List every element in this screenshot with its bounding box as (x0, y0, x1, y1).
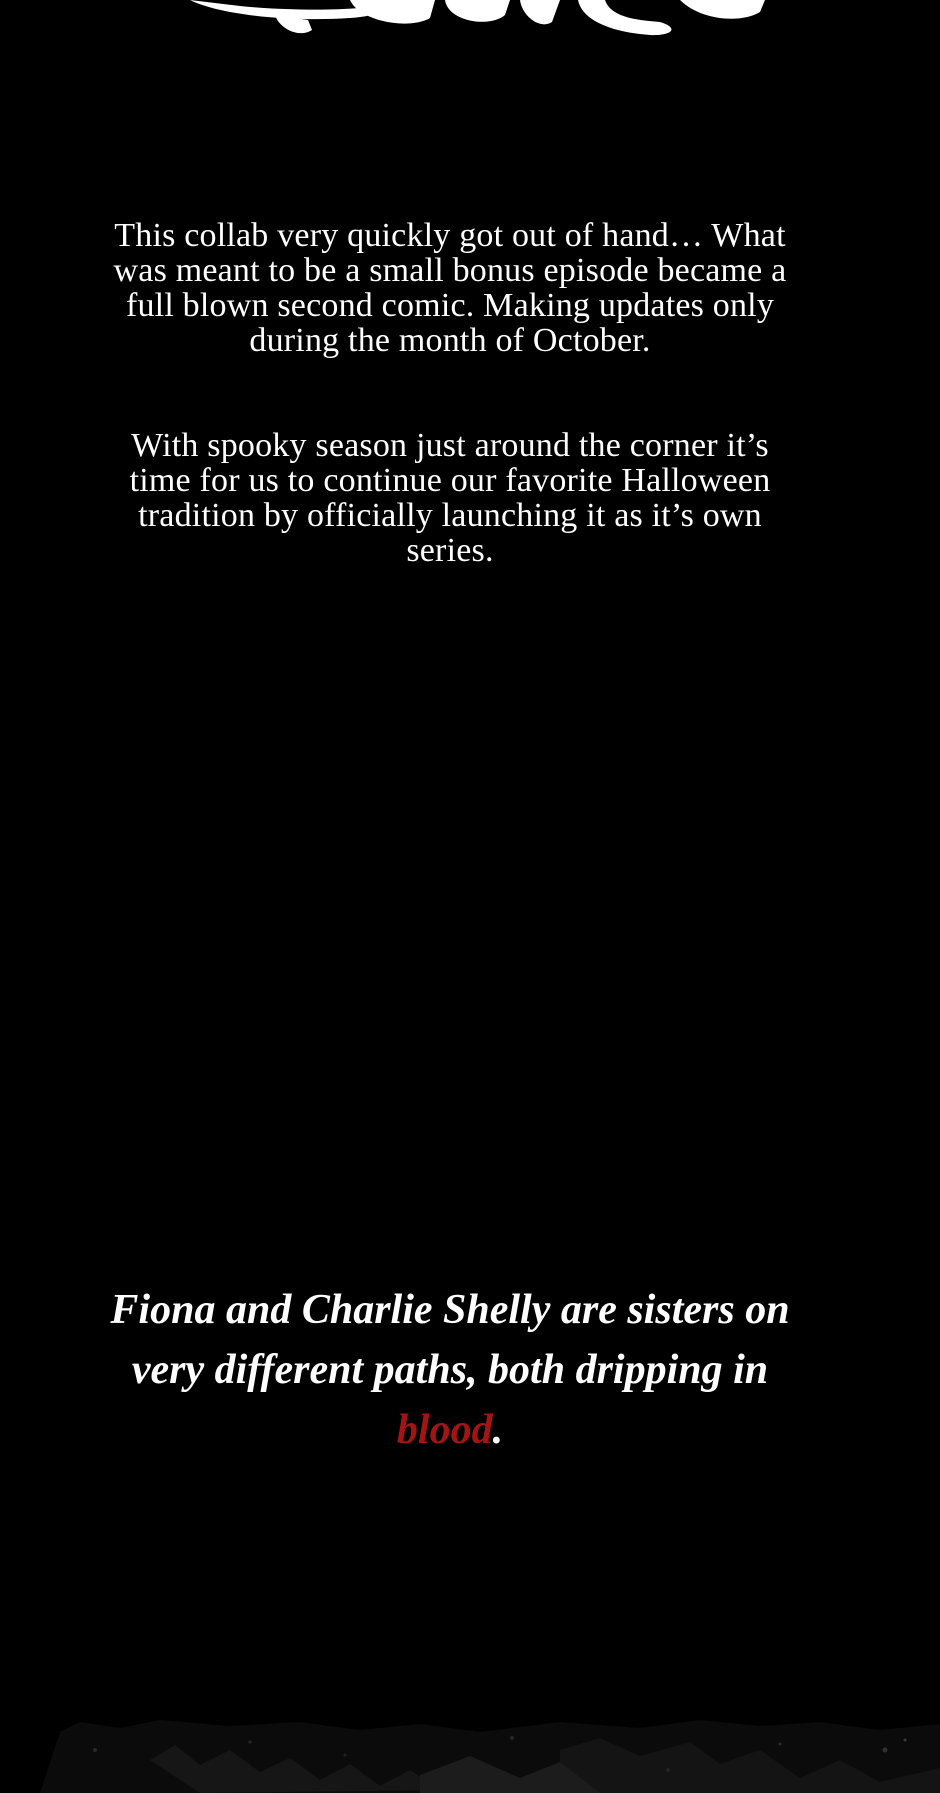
bottom-artwork (0, 1720, 940, 1793)
intro-paragraph-1: This collab very quickly got out of hand… What was meant to be a small bonus episode became a full blown second comic. Making updates only during the month of October. (113, 217, 787, 359)
tagline (110, 1280, 790, 1460)
intro-paragraph-2: With spooky season just around the corner it’s time for us to continue our favorite Halloween tradition by officially launching it as it’s own series. (129, 427, 771, 569)
tagline-highlight: blood (396, 1407, 493, 1453)
tagline-text: Fiona and Charlie Shelly are sisters on very different paths, both dripping in (110, 1287, 790, 1393)
title-logo (180, 0, 770, 45)
tagline-end: . (492, 1407, 504, 1453)
